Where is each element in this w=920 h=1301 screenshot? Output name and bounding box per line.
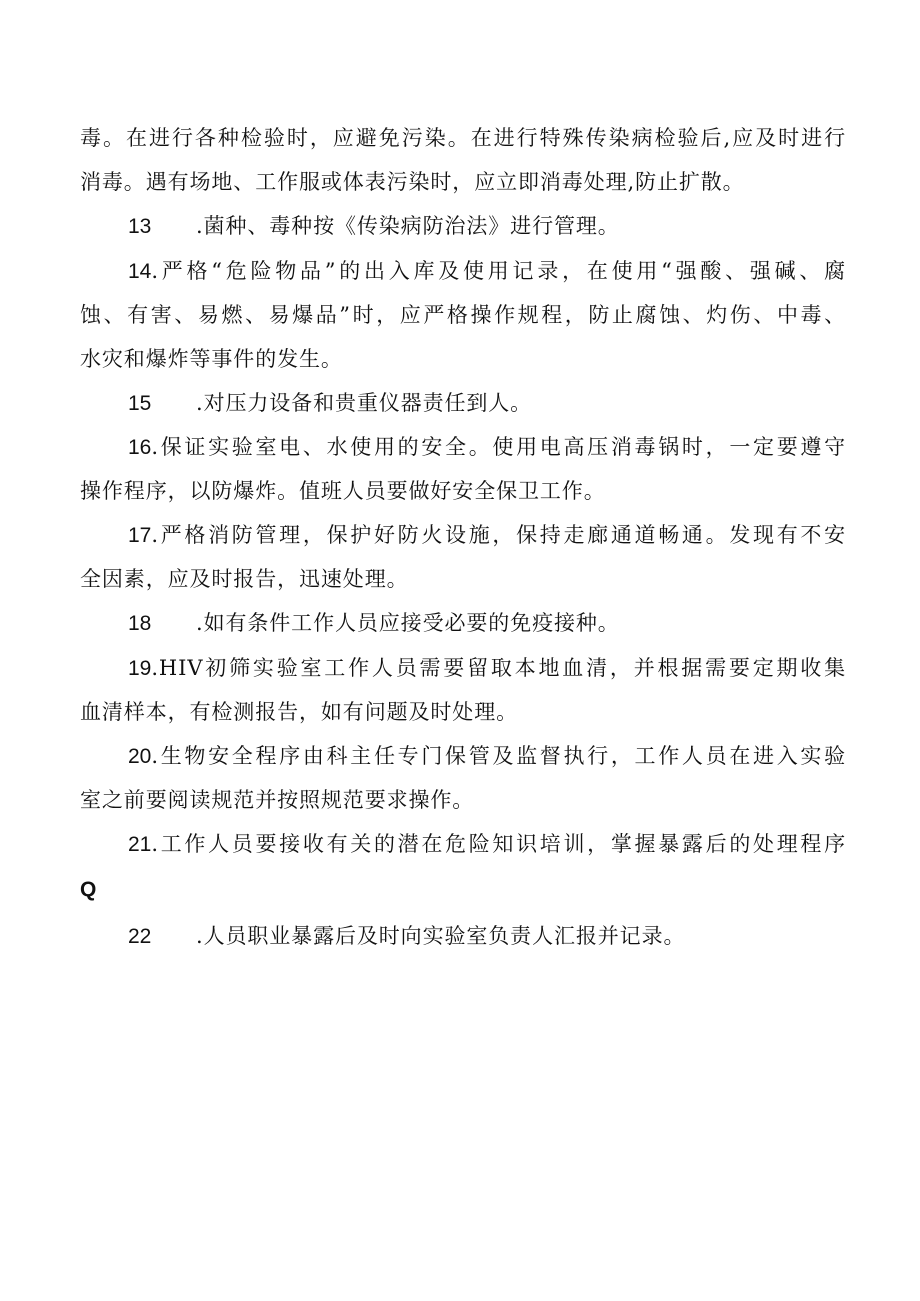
paragraph-20-line-2: 室之前要阅读规范并按照规范要求操作。 <box>80 788 475 812</box>
paragraph-21-text-1: .工作人员要接收有关的潜在危险知识培训，掌握暴露后的处理程序 <box>151 832 846 856</box>
item-number-19: 19 <box>128 657 152 680</box>
paragraph-19-line-1 <box>128 654 846 682</box>
paragraph-16-line-1 <box>128 433 846 461</box>
paragraph-17-line-2: 全因素，应及时报告，迅速处理。 <box>80 567 409 591</box>
paragraph-21-line-1 <box>128 830 846 858</box>
paragraph-19-line-2: 血清样本，有检测报告，如有问题及时处理。 <box>80 700 518 724</box>
paragraph-15 <box>128 389 846 417</box>
paragraph-22-text: .人员职业暴露后及时向实验室负责人汇报并记录。 <box>196 924 686 948</box>
paragraph-19-text-1: .HIV初筛实验室工作人员需要留取本地血清，并根据需要定期收集 <box>151 656 846 680</box>
paragraph-12-line-2: 消毒。遇有场地、工作服或体表污染时，应立即消毒处理,防止扩散。 <box>80 170 745 194</box>
paragraph-20-line-1 <box>128 742 846 770</box>
item-number-17: 17 <box>128 524 152 547</box>
item-number-13: 13 <box>128 215 152 238</box>
paragraph-14-line-3: 水灾和爆炸等事件的发生。 <box>80 347 343 371</box>
item-number-18: 18 <box>128 612 152 635</box>
paragraph-14-line-2: 蚀、有害、易燃、易爆品”时，应严格操作规程，防止腐蚀、灼伤、中毒、 <box>80 303 846 327</box>
paragraph-14-text-1: .严格“危险物品”的出入库及使用记录，在使用“强酸、强碱、腐 <box>151 259 846 283</box>
paragraph-15-text: .对压力设备和贵重仪器责任到人。 <box>196 391 533 415</box>
paragraph-18-text: .如有条件工作人员应接受必要的免疫接种。 <box>196 611 620 635</box>
item-number-21: 21 <box>128 833 152 856</box>
paragraph-13-text: .菌种、毒种按《传染病防治法》进行管理。 <box>196 214 620 238</box>
item-number-15: 15 <box>128 392 152 415</box>
paragraph-18 <box>128 609 846 637</box>
paragraph-17-line-1 <box>128 521 846 549</box>
paragraph-14-line-1 <box>128 257 846 285</box>
paragraph-17-text-1: .严格消防管理，保护好防火设施，保持走廊通道畅通。发现有不安 <box>151 523 846 547</box>
paragraph-22 <box>128 922 846 950</box>
paragraph-16-text-1: .保证实验室电、水使用的安全。使用电高压消毒锅时，一定要遵守 <box>151 435 846 459</box>
item-number-20: 20 <box>128 745 152 768</box>
item-number-16: 16 <box>128 436 152 459</box>
paragraph-20-text-1: .生物安全程序由科主任专门保管及监督执行，工作人员在进入实验 <box>151 744 846 768</box>
item-number-22: 22 <box>128 925 152 948</box>
paragraph-13 <box>128 212 846 240</box>
paragraph-16-line-2: 操作程序，以防爆炸。值班人员要做好安全保卫工作。 <box>80 479 606 503</box>
paragraph-12-line-1: 毒。在进行各种检验时，应避免污染。在进行特殊传染病检验后,应及时进行 <box>80 126 846 150</box>
item-number-14: 14 <box>128 260 152 283</box>
paragraph-21-line-2: Q <box>80 878 98 901</box>
